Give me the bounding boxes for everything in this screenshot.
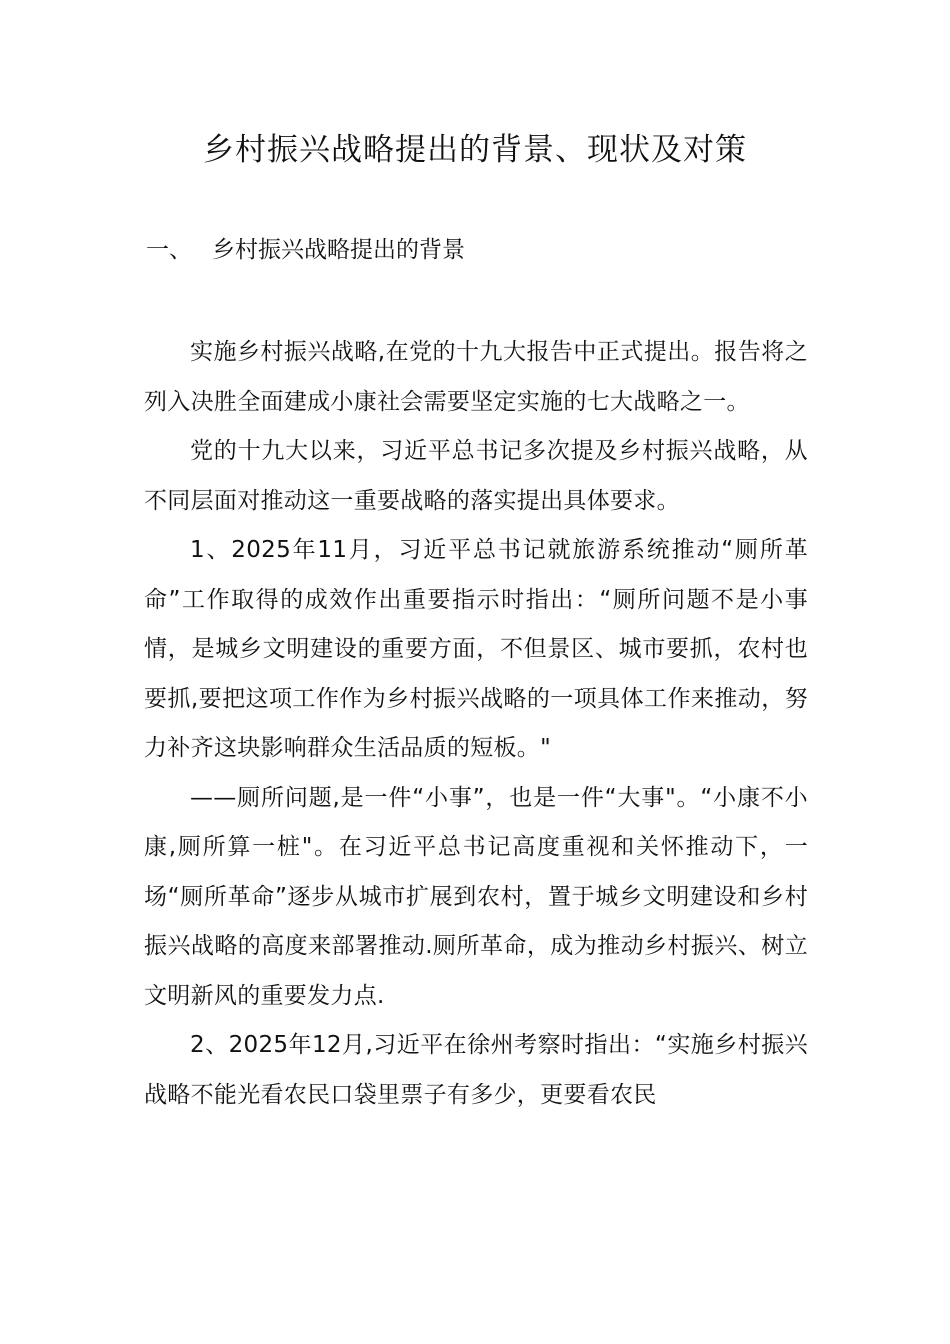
paragraph: 党的十九大以来，习近平总书记多次提及乡村振兴战略，从不同层面对推动这一重要战略的落实提出具体要求。 — [144, 438, 808, 514]
paragraph: 实施乡村振兴战略,在党的十九大报告中正式提出。报告将之列入决胜全面建成小康社会需要坚定实施的七大战略之一。 — [144, 339, 808, 415]
paragraph: 2、2025年12月,习近平在徐州考察时指出：“实施乡村振兴战略不能光看农民口袋里票子有多少，更要看农民 — [144, 1032, 808, 1108]
paragraph: ——厕所问题,是一件“小事”，也是一件“大事"。“小康不小康,厕所算一桩"。在习近平总书记高度重视和关怀推动下，一场“厕所革命”逐步从城市扩展到农村，置于城乡文明建设和乡村振兴战略的高度来部署推动.厕所革命，成为推动乡村振兴、树立文明新风的重要发力点. — [144, 784, 808, 1009]
paragraph: 1、2025年11月，习近平总书记就旅游系统推动“厕所革命”工作取得的成效作出重要指示时指出：“厕所问题不是小事情，是城乡文明建设的重要方面，不但景区、城市要抓，农村也要抓,要把这项工作作为乡村振兴战略的一项具体工作来推动，努力补齐这块影响群众生活品质的短板。" — [144, 537, 808, 761]
document-body — [144, 328, 808, 1120]
document-title: 乡村振兴战略提出的背景、现状及对策 — [203, 132, 747, 168]
section-title: 乡村振兴战略提出的背景 — [212, 237, 465, 263]
section-heading — [146, 232, 465, 268]
section-number: 一、 — [146, 237, 192, 263]
